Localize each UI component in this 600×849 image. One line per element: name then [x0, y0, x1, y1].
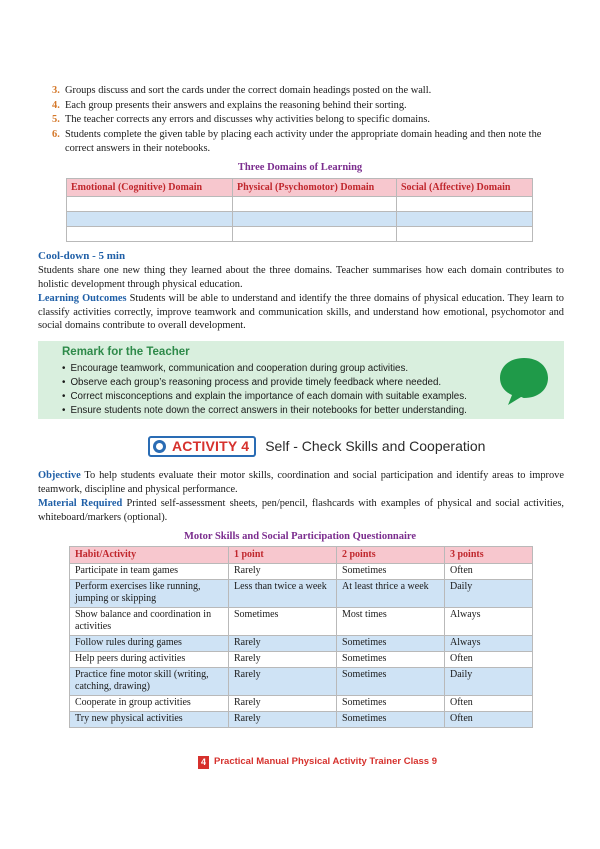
- remark-item: • Correct misconceptions and explain the importance of each domain with suitable examples.: [62, 390, 522, 404]
- table-cell: Cooperate in group activities: [70, 696, 229, 712]
- remark-title: Remark for the Teacher: [62, 346, 190, 358]
- table-cell: Help peers during activities: [70, 652, 229, 668]
- table-cell: Rarely: [229, 696, 337, 712]
- questionnaire-title: Motor Skills and Social Participation Questionnaire: [183, 531, 417, 542]
- table-cell: Sometimes: [337, 712, 445, 728]
- table-cell: At least thrice a week: [337, 580, 445, 608]
- domains-table: [66, 178, 533, 242]
- table-cell: Sometimes: [337, 652, 445, 668]
- questionnaire-table: [69, 546, 533, 728]
- table-cell: Participate in team games: [70, 564, 229, 580]
- remark-box: [38, 341, 564, 419]
- table-cell: Rarely: [229, 652, 337, 668]
- table-cell: Practice fine motor skill (writing, catching, drawing): [70, 668, 229, 696]
- material-paragraph: [38, 497, 564, 524]
- table-cell: Follow rules during games: [70, 636, 229, 652]
- table-cell: [233, 212, 397, 227]
- table-cell: [67, 227, 233, 242]
- objective-paragraph: [38, 469, 564, 496]
- table-cell: Often: [445, 564, 533, 580]
- remark-item: • Observe each group’s reasoning process and provide timely feedback where needed.: [62, 376, 522, 390]
- table-header-cell: 2 points: [337, 547, 445, 564]
- step-item: [52, 113, 564, 127]
- page-footer: [198, 756, 437, 769]
- activity-title: Self - Check Skills and Cooperation: [265, 438, 486, 455]
- table-cell: Most times: [337, 608, 445, 636]
- table-row: [67, 197, 533, 212]
- table-row: [70, 652, 533, 668]
- table-header-cell: 1 point: [229, 547, 337, 564]
- table-row: [70, 712, 533, 728]
- table-row: [70, 636, 533, 652]
- table-cell: [397, 227, 533, 242]
- table-cell: Rarely: [229, 712, 337, 728]
- remark-item: • Encourage teamwork, communication and cooperation during group activities.: [62, 362, 522, 376]
- table-cell: Rarely: [229, 636, 337, 652]
- table-row: [70, 696, 533, 712]
- table-cell: [67, 212, 233, 227]
- table-header-row: [70, 547, 533, 564]
- step-number: 5.: [52, 114, 60, 126]
- step-text: Each group presents their answers and explains the reasoning behind their sorting.: [65, 99, 407, 111]
- table-cell: [233, 227, 397, 242]
- learning-outcomes-text: Students will be able to understand and identify the three domains of physical education. They learn to classify activities correctly, improve teamwork and communication skills, and understand how emotional, psychomotor and social domains contribute to overall development.: [38, 293, 564, 332]
- procedure-steps: [52, 84, 564, 157]
- table-cell: Often: [445, 696, 533, 712]
- table-header-cell: 3 points: [445, 547, 533, 564]
- footer-text: Practical Manual Physical Activity Trainer Class 9: [214, 756, 438, 768]
- activity-label: ACTIVITY 4: [172, 438, 250, 455]
- table-cell: Try new physical activities: [70, 712, 229, 728]
- material-text: Printed self-assessment sheets, pen/pencil, flashcards with examples of physical and social activities, whiteboard/markers (optional).: [38, 498, 564, 523]
- table-header-row: [67, 179, 533, 197]
- table-cell: Often: [445, 712, 533, 728]
- speech-bubble-icon: [496, 355, 552, 407]
- table-cell: Show balance and coordination in activities: [70, 608, 229, 636]
- table-cell: Daily: [445, 668, 533, 696]
- table-row: [70, 668, 533, 696]
- table-row: [70, 580, 533, 608]
- table-row: [70, 564, 533, 580]
- step-text: Groups discuss and sort the cards under the correct domain headings posted on the wall.: [65, 85, 432, 96]
- step-number: 3.: [52, 85, 60, 96]
- step-number: 6.: [52, 129, 60, 141]
- table-cell: Perform exercises like running, jumping or skipping: [70, 580, 229, 608]
- table-header-cell: Habit/Activity: [70, 547, 229, 564]
- table-header-cell: Physical (Psychomotor) Domain: [233, 179, 397, 197]
- step-item: [52, 84, 564, 98]
- table-cell: [397, 212, 533, 227]
- circle-icon: [153, 440, 166, 453]
- table-cell: Always: [445, 636, 533, 652]
- activity-heading: [148, 436, 485, 457]
- table-row: [67, 227, 533, 242]
- learning-outcomes-paragraph: [38, 292, 564, 333]
- table-cell: Daily: [445, 580, 533, 608]
- material-label: Material Required: [38, 498, 123, 509]
- table-row: [67, 212, 533, 227]
- table-cell: Rarely: [229, 668, 337, 696]
- table-cell: Often: [445, 652, 533, 668]
- table-row: [70, 608, 533, 636]
- table-cell: [67, 197, 233, 212]
- table-cell: [233, 197, 397, 212]
- remark-item: • Ensure students note down the correct answers in their notebooks for better understanding.: [62, 404, 522, 418]
- table-header-cell: Emotional (Cognitive) Domain: [67, 179, 233, 197]
- cooldown-text: Students share one new thing they learned about the three domains. Teacher summarises how each domain contributes to holistic development through physical education.: [38, 265, 564, 290]
- remark-list: [62, 362, 522, 418]
- table-cell: Sometimes: [337, 636, 445, 652]
- step-text: The teacher corrects any errors and discusses why activities belong to specific domains.: [65, 114, 430, 126]
- domains-table-title: Three Domains of Learning: [237, 162, 363, 173]
- table-cell: Always: [445, 608, 533, 636]
- table-cell: Less than twice a week: [229, 580, 337, 608]
- table-cell: Rarely: [229, 564, 337, 580]
- page-number: 4: [198, 756, 209, 769]
- step-text: Students complete the given table by placing each activity under the appropriate domain heading and then note the correct answers in their notebooks.: [65, 129, 542, 154]
- table-cell: Sometimes: [337, 668, 445, 696]
- objective-text: To help students evaluate their motor skills, coordination and social participation and identify areas to improve teamwork, discipline and physical performance.: [38, 470, 564, 495]
- table-cell: Sometimes: [337, 564, 445, 580]
- step-item: [52, 128, 564, 155]
- activity-badge: [148, 436, 256, 457]
- cooldown-heading: Cool-down - 5 min: [38, 250, 126, 262]
- table-cell: Sometimes: [337, 696, 445, 712]
- learning-outcomes-label: Learning Outcomes: [38, 293, 127, 304]
- step-number: 4.: [52, 99, 60, 111]
- table-header-cell: Social (Affective) Domain: [397, 179, 533, 197]
- step-item: [52, 99, 564, 113]
- table-cell: Sometimes: [229, 608, 337, 636]
- objective-label: Objective: [38, 470, 81, 481]
- table-cell: [397, 197, 533, 212]
